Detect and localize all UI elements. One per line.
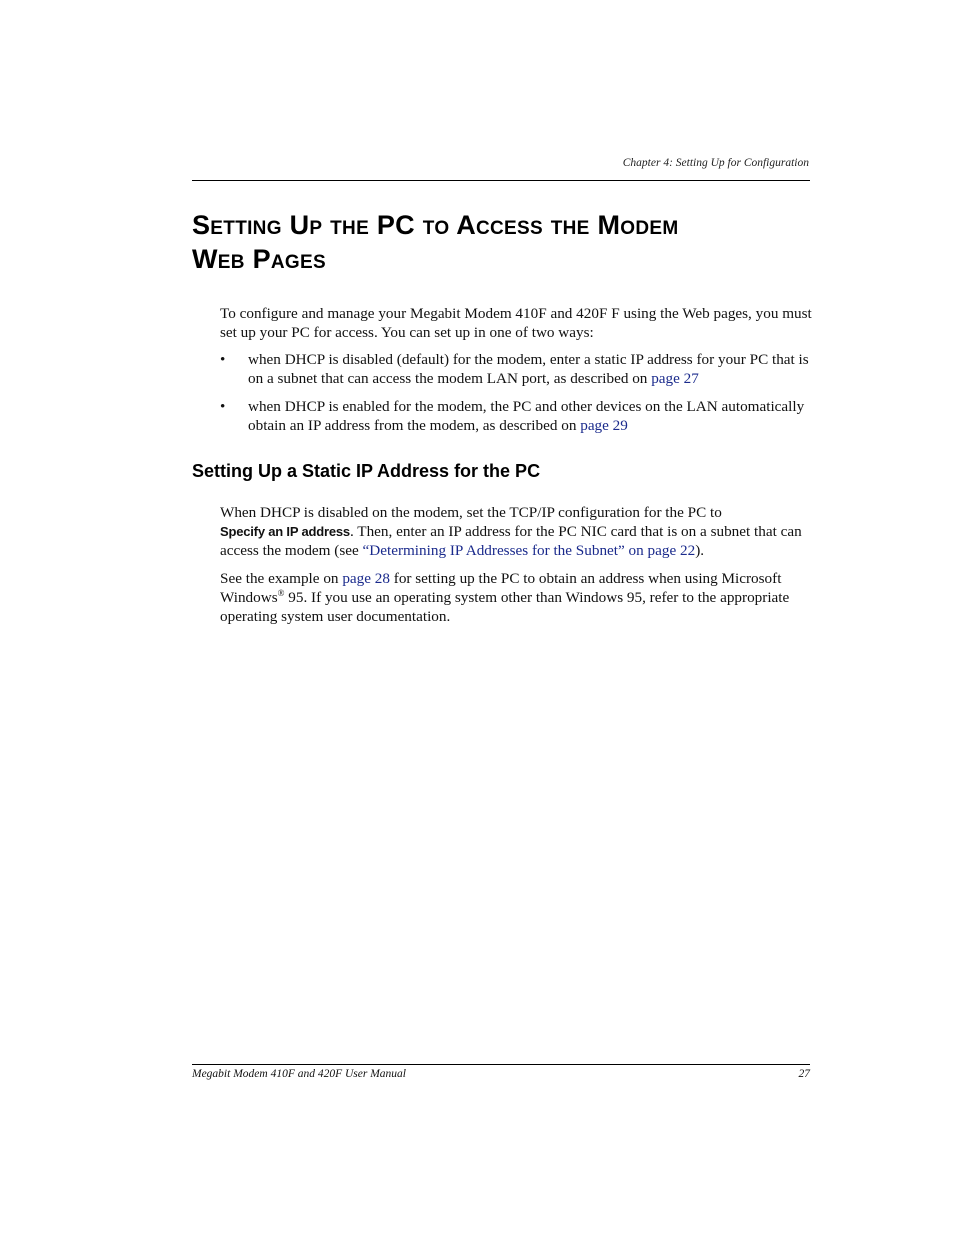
section-heading: Setting Up a Static IP Address for the PC <box>192 461 541 481</box>
paragraph-text: When DHCP is disabled on the modem, set the TCP/IP configuration for the PC to <box>220 504 722 521</box>
paragraph-text: for setting up the PC to obtain an address when using Microsoft Windows <box>220 570 782 606</box>
intro-text: To configure and manage your Megabit Modem 410F and 420F F using the Web pages, you must set up your PC for access. You can set up in one of two ways: <box>220 305 812 341</box>
determining-ip-link[interactable]: “Determining IP Addresses for the Subnet” on page 22 <box>362 542 696 559</box>
example-paragraph <box>220 569 812 626</box>
access-methods-list <box>220 350 812 444</box>
page-27-link[interactable]: page 27 <box>651 370 699 387</box>
paragraph-text: See the example on <box>220 570 343 587</box>
paragraph-text: . Then, enter an IP address for the PC NIC card that is on a subnet that can access the modem (see <box>220 523 802 559</box>
title-line-2: Web Pages <box>192 244 326 274</box>
paragraph-text: ). <box>695 542 705 559</box>
running-head: Chapter 4: Setting Up for Configuration <box>622 157 809 169</box>
static-ip-paragraph <box>220 503 812 560</box>
list-item-text: when DHCP is enabled for the modem, the PC and other devices on the LAN automatically obtain an IP address from the modem, as described on <box>248 398 805 434</box>
page-number: 27 <box>798 1068 810 1080</box>
page-title <box>192 208 810 276</box>
footer-manual-title: Megabit Modem 410F and 420F User Manual <box>192 1068 406 1080</box>
registered-mark: ® <box>277 587 285 598</box>
footer-rule <box>192 1064 810 1065</box>
header-rule <box>192 180 810 181</box>
intro-paragraph <box>220 304 812 342</box>
page-28-link[interactable]: page 28 <box>342 570 390 587</box>
list-item-text: when DHCP is disabled (default) for the modem, enter a static IP address for your PC that is on a subnet that can access the modem LAN port, as described on <box>248 351 809 387</box>
page-29-link[interactable]: page 29 <box>580 417 628 434</box>
list-item <box>220 397 812 435</box>
bullet-marker: • <box>220 398 226 415</box>
list-item <box>220 350 812 388</box>
ui-term: Specify an IP address <box>220 524 350 539</box>
bullet-marker: • <box>220 351 226 368</box>
paragraph-text: 95. If you use an operating system other than Windows 95, refer to the appropriate operating system user documentation. <box>220 589 790 625</box>
title-line-1: Setting Up the PC to Access the Modem <box>192 210 679 240</box>
